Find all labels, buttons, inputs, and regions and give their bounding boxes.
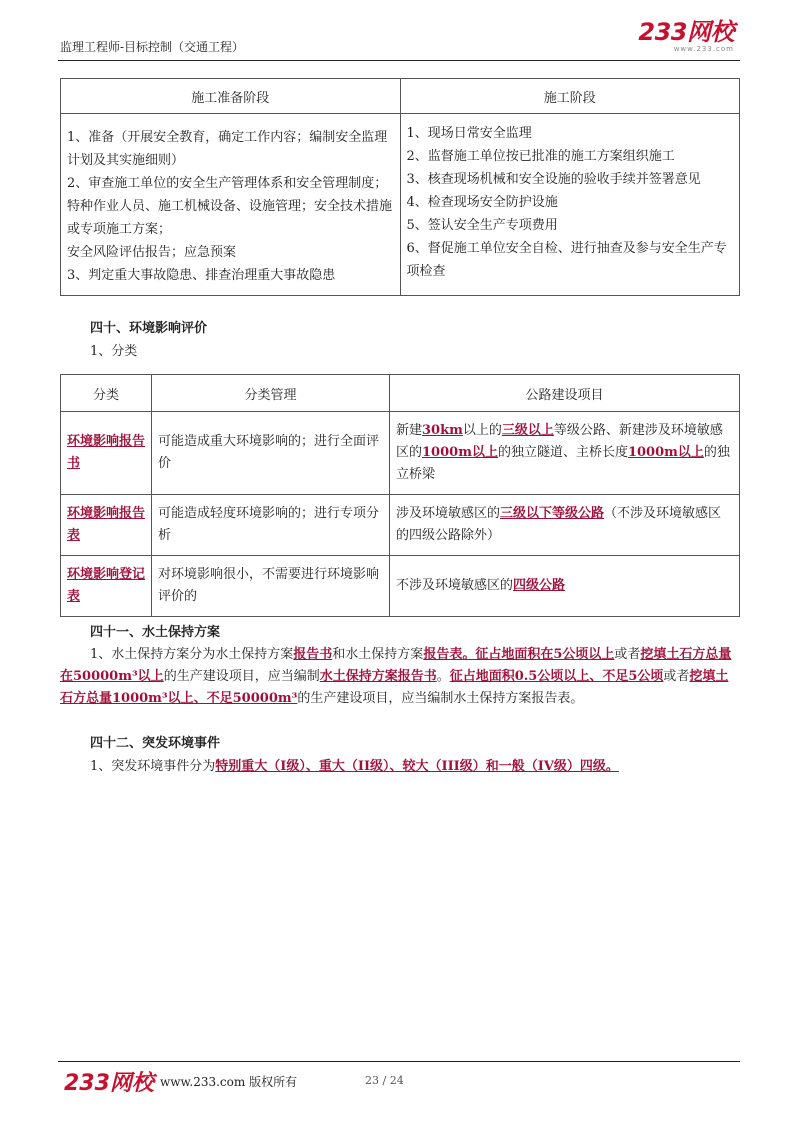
text: 的独立隧道、主桥长度 <box>497 445 628 460</box>
text: 以上的 <box>462 423 502 438</box>
highlight: 四级公路 <box>513 578 566 593</box>
section-42-body <box>60 756 740 778</box>
prep-line: 1、准备（开展安全教育，确定工作内容；编制安全监理计划及其实施细则） <box>67 130 388 168</box>
table2-header-management: 分类管理 <box>152 375 390 412</box>
table1-header-prep: 施工准备阶段 <box>61 79 401 114</box>
category-label: 环境影响报告书 <box>67 434 146 471</box>
table2-row3-projects <box>390 556 740 617</box>
page-number: 23 / 24 <box>365 1074 404 1087</box>
table2-header-category: 分类 <box>61 375 152 412</box>
highlight: 特别重大（I级）、重大（II级）、较大（III级）和一般（IV级）四级。 <box>215 759 619 774</box>
brand-logo <box>638 20 734 53</box>
text: 和水土保持方案 <box>332 647 424 662</box>
construction-line: 2、监督施工单位按已批准的施工方案组织施工 <box>406 149 675 164</box>
table2-row3-management: 对环境影响很小，不需要进行环境影响评价的 <box>152 556 390 617</box>
construction-line: 3、核查现场机械和安全设施的验收手续并签署意见 <box>406 172 701 187</box>
header-divider <box>58 60 740 61</box>
highlight: 三级以下等级公路 <box>500 506 605 521</box>
text: 。 <box>436 669 450 684</box>
category-label: 环境影响报告表 <box>67 506 146 543</box>
table2-row3-category <box>61 556 152 617</box>
highlight: 30km <box>422 423 463 438</box>
text: 的生产建设项目，应当编制 <box>163 669 320 684</box>
highlight: 1000m以上 <box>422 445 498 460</box>
table2-row1-category <box>61 412 152 495</box>
text: （不涉及环境敏感区的四级公路除外） <box>396 506 722 543</box>
highlight: 挖填土石方总量在50000m³以上 <box>60 647 732 684</box>
logo-text: 233网校 <box>638 18 734 46</box>
table1-header-construction: 施工阶段 <box>400 79 740 114</box>
table2-row2-projects <box>390 495 740 556</box>
text: 等级公路、新建涉及环境敏感区的 <box>396 423 723 460</box>
text: 或者 <box>614 647 641 662</box>
table1-construction-cell <box>400 114 740 296</box>
safety-supervision-table <box>60 78 740 296</box>
highlight: 三级以上 <box>501 423 554 438</box>
highlight: 挖填土石方总量1000m³以上、不足50000m³ <box>60 669 729 706</box>
prep-line: 2、审查施工单位的安全生产管理体系和安全管理制度；特种作业人员、施工机械设备、设施管理；安全技术措施或专项施工方案； <box>67 176 393 237</box>
highlight: 水土保持方案报告书 <box>319 669 437 684</box>
construction-line: 5、签认安全生产专项费用 <box>406 218 558 233</box>
table2-header-projects: 公路建设项目 <box>390 375 740 412</box>
text: 的生产建设项目，应当编制水土保持方案报告表。 <box>297 691 584 706</box>
section-41-body <box>60 644 740 710</box>
section-40-subtitle: 1、分类 <box>90 344 138 359</box>
footer-logo: 233网校 <box>64 1071 154 1096</box>
footer-divider <box>58 1061 740 1062</box>
prep-line: 3、判定重大事故隐患、排查治理重大事故隐患 <box>67 268 336 283</box>
construction-line: 4、检查现场安全防护设施 <box>406 195 558 210</box>
text: 的独立桥梁 <box>396 445 730 482</box>
section-40-title: 四十、环境影响评价 <box>90 321 208 336</box>
table2-row1-projects <box>390 412 740 495</box>
table1-prep-cell <box>61 114 401 296</box>
text: 1、水土保持方案分为水土保持方案 <box>90 647 294 662</box>
logo-site: www.233.com <box>673 45 734 53</box>
prep-line: 安全风险评估报告；应急预案 <box>67 245 237 260</box>
text: 或者 <box>663 669 690 684</box>
footer-copyright: www.233.com 版权所有 <box>160 1075 298 1089</box>
text: 新建 <box>396 423 423 438</box>
environment-assessment-table <box>60 374 740 617</box>
table2-row1-management: 可能造成重大环境影响的；进行全面评价 <box>152 412 390 495</box>
construction-line: 1、现场日常安全监理 <box>406 126 532 141</box>
section-42-title: 四十二、突发环境事件 <box>90 736 221 751</box>
highlight: 征占地面积0.5公顷以上、不足5公顷 <box>449 669 664 684</box>
text: 不涉及环境敏感区的 <box>396 578 514 593</box>
highlight: 报告书 <box>293 647 333 662</box>
highlight: 报告表。征占地面积在5公顷以上 <box>423 647 615 662</box>
highlight: 1000m以上 <box>627 445 704 460</box>
text: 1、突发环境事件分为 <box>90 759 216 774</box>
table2-row2-category <box>61 495 152 556</box>
category-label: 环境影响登记表 <box>67 567 146 604</box>
table2-row2-management: 可能造成轻度环境影响的；进行专项分析 <box>152 495 390 556</box>
section-41-title: 四十一、水土保持方案 <box>90 625 221 640</box>
page-header-title: 监理工程师-目标控制（交通工程） <box>60 40 245 54</box>
text: 涉及环境敏感区的 <box>396 506 501 521</box>
construction-line: 6、督促施工单位安全自检、进行抽查及参与安全生产专项检查 <box>406 241 727 279</box>
